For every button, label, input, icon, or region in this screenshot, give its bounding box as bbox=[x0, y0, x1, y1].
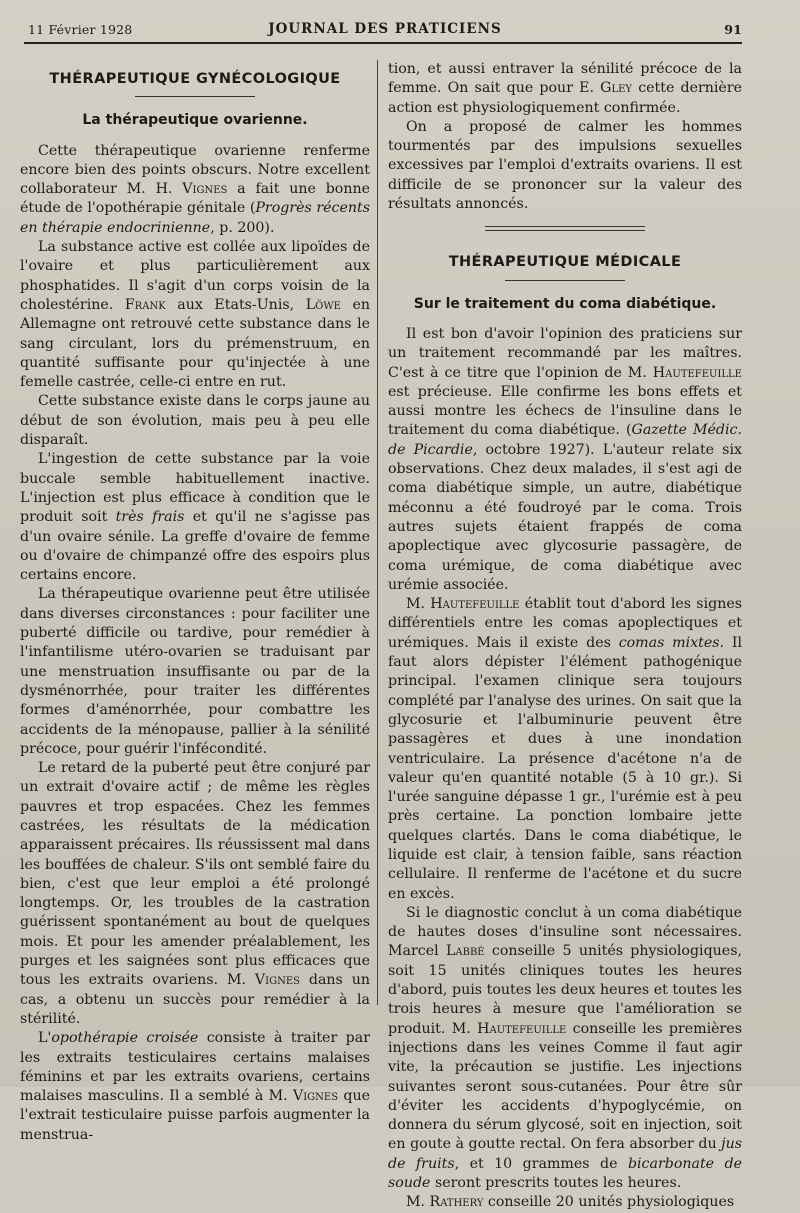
author-name: Labbé bbox=[445, 943, 485, 960]
emphasis: bicarbonate de soude bbox=[388, 1155, 742, 1192]
section-underline bbox=[135, 96, 255, 97]
paragraph: L'ingestion de cette substance par la voie buccale semble habituellement inactive. L'injection est plus efficace à condition que le produit soit très frais et qu'il ne s'agisse pas d'un ovaire sénile. La greffe d'ovaire de femme ou d'ovaire de chimpanzé offre des espoirs plus certains encore. bbox=[20, 451, 370, 584]
paragraph: Cette thérapeutique ovarienne renferme encore bien des points obscurs. Notre excellent collaborateur M. H. Vignes a fait une bonne étude de l'opothérapie génitale (Progrès récents en thérapie endocrinienne, p. 200). bbox=[20, 142, 371, 236]
paragraph: Si le diagnostic conclut à un coma diabétique de hautes doses d'insuline sont nécessaires. Marcel Labbé conseille 5 unités physiologiques, soit 15 unités cliniques toutes les heures d'abord, puis toutes les deux heures et toutes les trois heures à mesure que l'amélioration se produit. M. Hautefeuille conseille les premières injections dans les veines Comme il faut agir vite, la précaution se justifie. Les injections suivantes seront sous-cutanées. Pour être sûr d'éviter les accidents d'hypoglycémie, on donnera du sérum glycosé, soit en injection, soit en goute à goutte rectal. On fera absorber du jus de fruits, et 10 grammes de bicarbonate de soude seront prescrits toutes les heures. bbox=[388, 904, 742, 1192]
emphasis: comas mixtes bbox=[618, 634, 720, 651]
paragraph: L'opothérapie croisée consiste à traiter par les extraits testiculaires certains malaises féminins et par les extraits ovariens, certains malaises masculins. Il a semblé à M. Vignes que l'extrait testiculaire puisse parfois augmenter la menstrua- bbox=[20, 1030, 370, 1143]
article-title-ovarienne: La thérapeutique ovarienne. bbox=[82, 112, 308, 129]
left-column bbox=[20, 60, 370, 1145]
paragraph-continued: tion, et aussi entraver la sénilité précoce de la femme. On sait que pour E. Gley cette dernière action est physiologiquement confirmée. bbox=[388, 61, 743, 116]
author-name: Löwe bbox=[305, 296, 341, 313]
author-name: Frank bbox=[124, 296, 166, 313]
author-name: Vignes bbox=[292, 1088, 339, 1105]
section-title-gynecologique: THÉRAPEUTIQUE GYNÉCOLOGIQUE bbox=[49, 71, 341, 87]
column-divider bbox=[377, 60, 378, 1005]
section-underline bbox=[505, 280, 625, 281]
paragraph: M. Hautefeuille établit tout d'abord les signes différentiels entre les comas apoplectiques et urémiques. Mais il existe des comas mixtes. Il faut alors dépister l'élément pathogénique principal. l'examen clinique sera toujours complété par l'analyse des urines. On sait que la glycosurie et l'albuminurie peuvent être passagères et dues à une inondation ventriculaire. La présence d'acétone n'a de valeur qu'en quantité notable (5 à 10 gr.). Si l'urée sanguine dépasse 1 gr., l'urémie est à peu près certaine. La ponction lombaire jette quelques clartés. Dans le coma diabétique, le liquide est clair, à tension faible, sans réaction cellulaire. Il renferme de l'acétone et du sucre en excès. bbox=[388, 596, 743, 902]
paragraph: M. Rathery conseille 20 unités physiologiques bbox=[406, 1194, 735, 1211]
publication-title: Progrès récents en thérapie endocrinienne bbox=[20, 200, 371, 236]
section-title-medicale: THÉRAPEUTIQUE MÉDICALE bbox=[448, 254, 682, 271]
author-name: Hautefeuille bbox=[430, 596, 520, 613]
paragraph: La thérapeutique ovarienne peut être utilisée dans diverses circonstances : pour faciliter une puberté difficile ou tardive, pour remédier à l'infantilisme utéro-ovarien se traduisant par une menstruation insuffisante ou par de la dysménorrhée, pour traiter les différentes formes d'aménorrhée, pour combattre les accidents de la ménopause, pallier à la sénilité précoce, pour guérir l'infécondité. bbox=[20, 586, 370, 757]
author-name: Hautefeuille bbox=[652, 364, 742, 381]
section-separator bbox=[485, 226, 645, 231]
paragraph: La substance active est collée aux lipoïdes de l'ovaire et plus particulièrement aux phosphatides. Il s'agit d'un corps voisin de la cholestérine. Frank aux Etats-Unis, Löwe en Allemagne ont retrouvé cette substance dans le sang circulant, lors du prémenstruum, en quantité suffisante pour qu'injectée à une femelle castrée, celle-ci entre en rut. bbox=[20, 239, 371, 391]
publication-title: Gazette Médic. de Picardie bbox=[388, 422, 742, 458]
author-name: Vignes bbox=[182, 181, 228, 198]
journal-title: JOURNAL DES PRATICIENS bbox=[268, 21, 502, 37]
emphasis: très frais bbox=[115, 509, 185, 526]
right-column bbox=[388, 60, 742, 1213]
emphasis: opothérapie croisée bbox=[51, 1030, 199, 1047]
paragraph: Cette substance existe dans le corps jaune au début de son évolution, mais peu à peu elle disparaît. bbox=[20, 393, 370, 449]
article-title-coma: Sur le traitement du coma diabétique. bbox=[413, 295, 717, 312]
issue-date: 11 Février 1928 bbox=[28, 22, 133, 37]
author-name: Gley bbox=[600, 80, 633, 97]
author-name: Rathery bbox=[429, 1194, 484, 1211]
header-rule bbox=[24, 42, 742, 44]
paragraph: On a proposé de calmer les hommes tourmentés par des impulsions sexuelles excessives par l'emploi d'extraits ovariens. Il est difficile de se prononcer sur la valeur des résultats annoncés. bbox=[388, 118, 742, 213]
page-number: 91 bbox=[724, 22, 742, 37]
paragraph: Il est bon d'avoir l'opinion des praticiens sur un traitement recommandé par les maîtres. C'est à ce titre que l'opinion de M. Hautefeuille est précieuse. Elle confirme les bons effets et aussi montre les échecs de l'insuline dans le traitement du coma diabétique. (Gazette Médic. de Picardie, octobre 1927). L'auteur relate six observations. Chez deux malades, il s'est agi de coma diabétique simple, un autre, diabétique méconnu a été foudroyé par le coma. Trois autres sujets étaient frappés de coma apoplectique avec glycosurie passagère, de coma urémique, de coma diabétique avec urémie associée. bbox=[388, 325, 742, 593]
author-name: Vignes bbox=[254, 972, 300, 989]
paragraph: Le retard de la puberté peut être conjuré par un extrait d'ovaire actif ; de même les règles pauvres et trop espacées. Chez les femmes castrées, les résultats de la médication apparaissent précaires. Ils réussissent mal dans les bouffées de chaleur. S'ils ont semblé faire du bien, c'est que leur emploi a été prolongé longtemps. Or, les troubles de la castration guérissent spontanément au bout de quelques mois. Et pour les amender préalablement, les purges et les saignées sont plus efficaces que tous les extraits ovariens. M. Vignes dans un cas, a obtenu un succès pour remédier à la stérilité. bbox=[20, 760, 370, 1027]
author-name: Hautefeuille bbox=[477, 1020, 567, 1037]
emphasis: jus de fruits bbox=[388, 1136, 742, 1172]
running-head bbox=[28, 20, 742, 42]
